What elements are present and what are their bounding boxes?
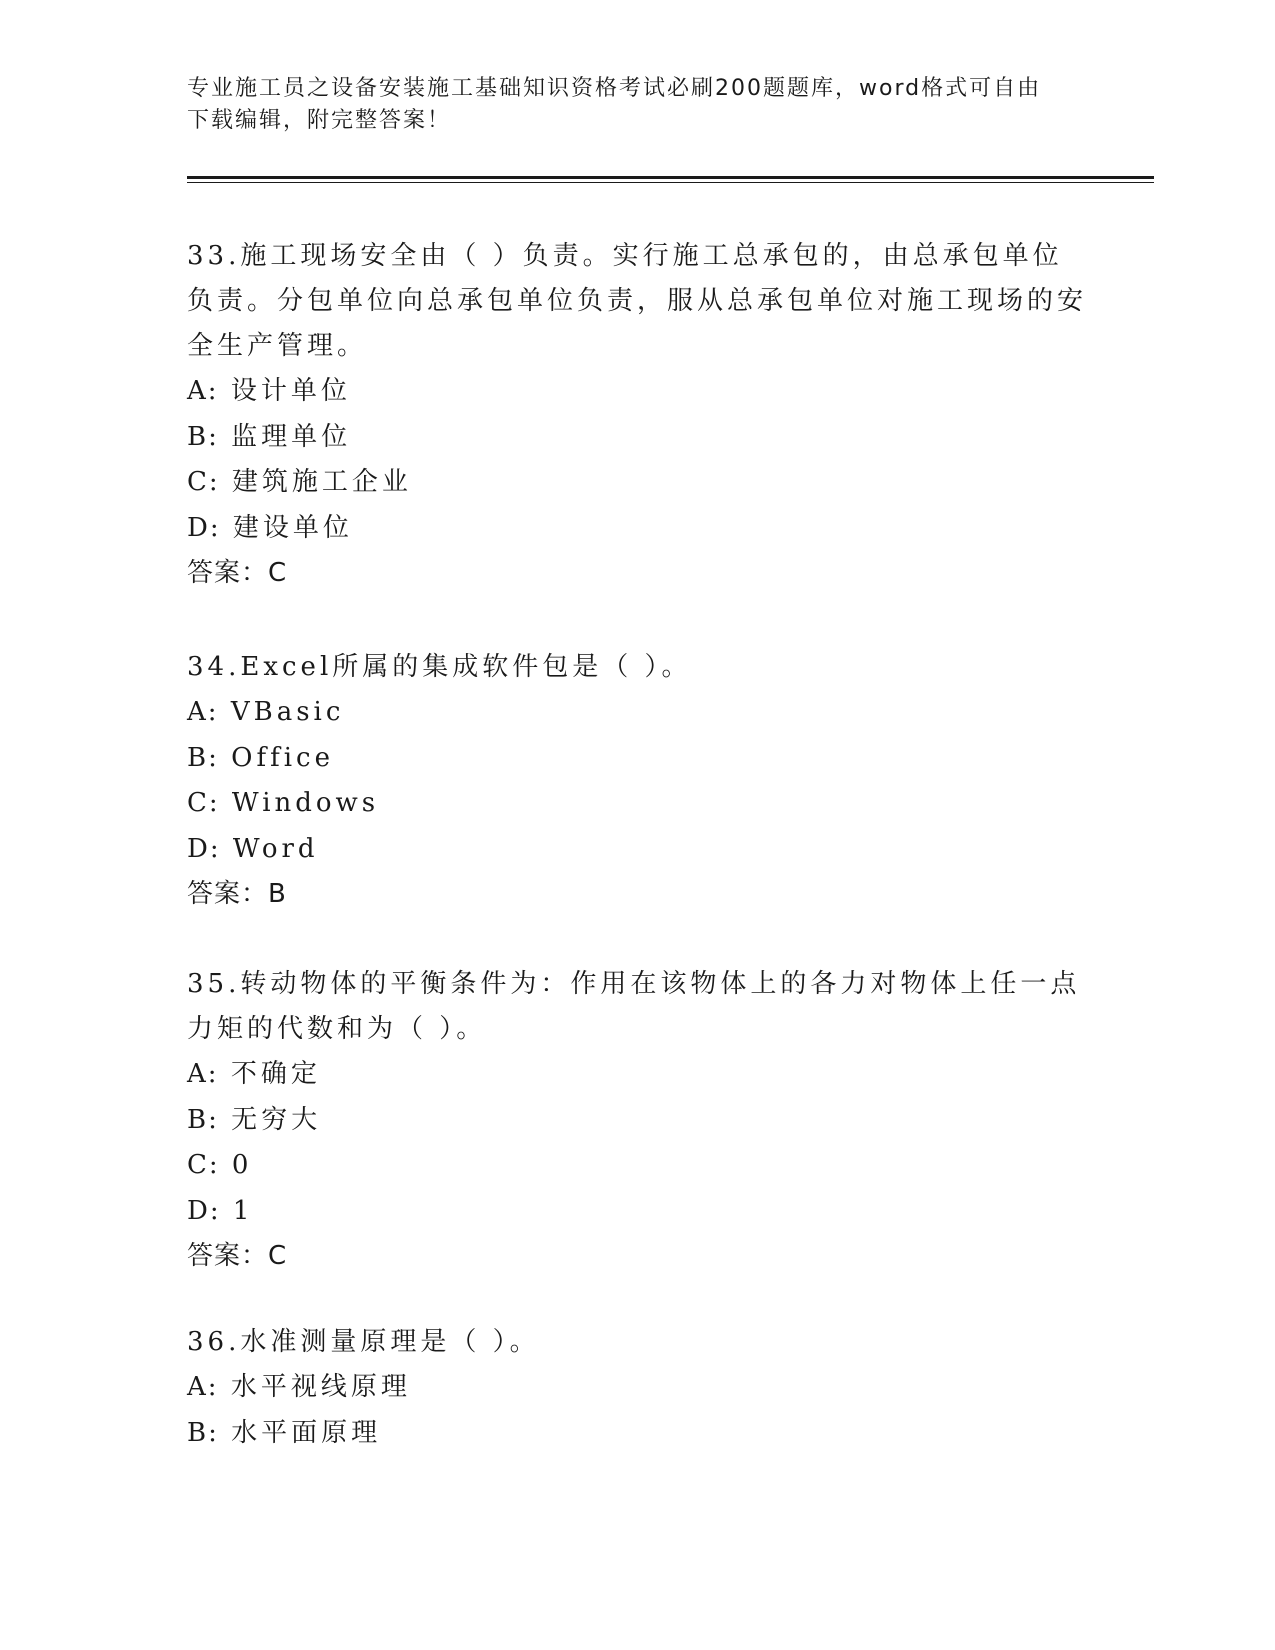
question-stem: 34.Excel所属的集成软件包是（ ）。 (187, 652, 692, 682)
option-key: B: (187, 1417, 219, 1448)
option-text: 水平视线原理 (230, 1372, 411, 1402)
question-35 (187, 962, 1087, 1279)
option-text: 0 (231, 1150, 253, 1180)
question-36 (187, 1320, 1087, 1456)
option-c (187, 781, 1087, 827)
option-a (187, 1365, 1087, 1411)
option-c (187, 460, 1087, 506)
option-text: 1 (232, 1195, 254, 1226)
option-text: 建设单位 (232, 512, 353, 543)
question-34 (187, 645, 1087, 917)
option-b (187, 736, 1087, 782)
header-divider-thin (187, 182, 1154, 183)
option-b (187, 415, 1087, 461)
option-text: Word (232, 833, 319, 864)
option-a (187, 1052, 1087, 1098)
option-key: C: (187, 467, 220, 497)
header-line-1: 专业施工员之设备安装施工基础知识资格考试必刷200题题库，word格式可自由 (187, 76, 1042, 101)
answer-line: 答案：C (187, 558, 288, 588)
option-text: 设计单位 (230, 376, 351, 406)
option-key: D: (187, 1195, 221, 1226)
option-text: 不确定 (230, 1059, 321, 1089)
document-header (187, 73, 1087, 137)
answer-line: 答案：B (187, 879, 287, 909)
option-key: D: (187, 833, 221, 864)
question-stem: 36.水准测量原理是（ ）。 (187, 1327, 540, 1357)
option-key: A: (187, 376, 219, 406)
option-key: A: (187, 1059, 219, 1089)
option-text: Windows (231, 788, 380, 818)
option-text: 监理单位 (231, 421, 352, 452)
option-a (187, 369, 1087, 415)
option-text: Office (231, 742, 334, 773)
header-divider-thick (187, 176, 1154, 179)
option-text: 建筑施工企业 (231, 467, 412, 497)
option-d (187, 506, 1087, 552)
question-stem: 33.施工现场安全由（ ）负责。实行施工总承包的，由总承包单位负责。分包单位向总承包单位负责，服从总承包单位对施工现场的安全生产管理。 (187, 241, 1088, 361)
option-key: C: (187, 788, 220, 818)
option-text: VBasic (230, 697, 345, 727)
question-33 (187, 234, 1087, 596)
answer-line: 答案：C (187, 1241, 288, 1271)
option-key: D: (187, 512, 221, 543)
option-key: A: (187, 697, 219, 727)
option-text: 无穷大 (231, 1104, 322, 1135)
option-c (187, 1143, 1087, 1189)
option-d (187, 1189, 1087, 1235)
option-b (187, 1098, 1087, 1144)
option-text: 水平面原理 (231, 1417, 382, 1448)
option-key: B: (187, 421, 219, 452)
option-key: B: (187, 1104, 219, 1135)
option-key: A: (187, 1372, 219, 1402)
option-key: B: (187, 742, 219, 773)
option-d (187, 827, 1087, 873)
header-line-2: 下载编辑，附完整答案！ (187, 108, 452, 133)
question-stem: 35.转动物体的平衡条件为：作用在该物体上的各力对物体上任一点力矩的代数和为（ ）。 (187, 969, 1081, 1044)
option-a (187, 690, 1087, 736)
option-b (187, 1411, 1087, 1457)
option-key: C: (187, 1150, 220, 1180)
